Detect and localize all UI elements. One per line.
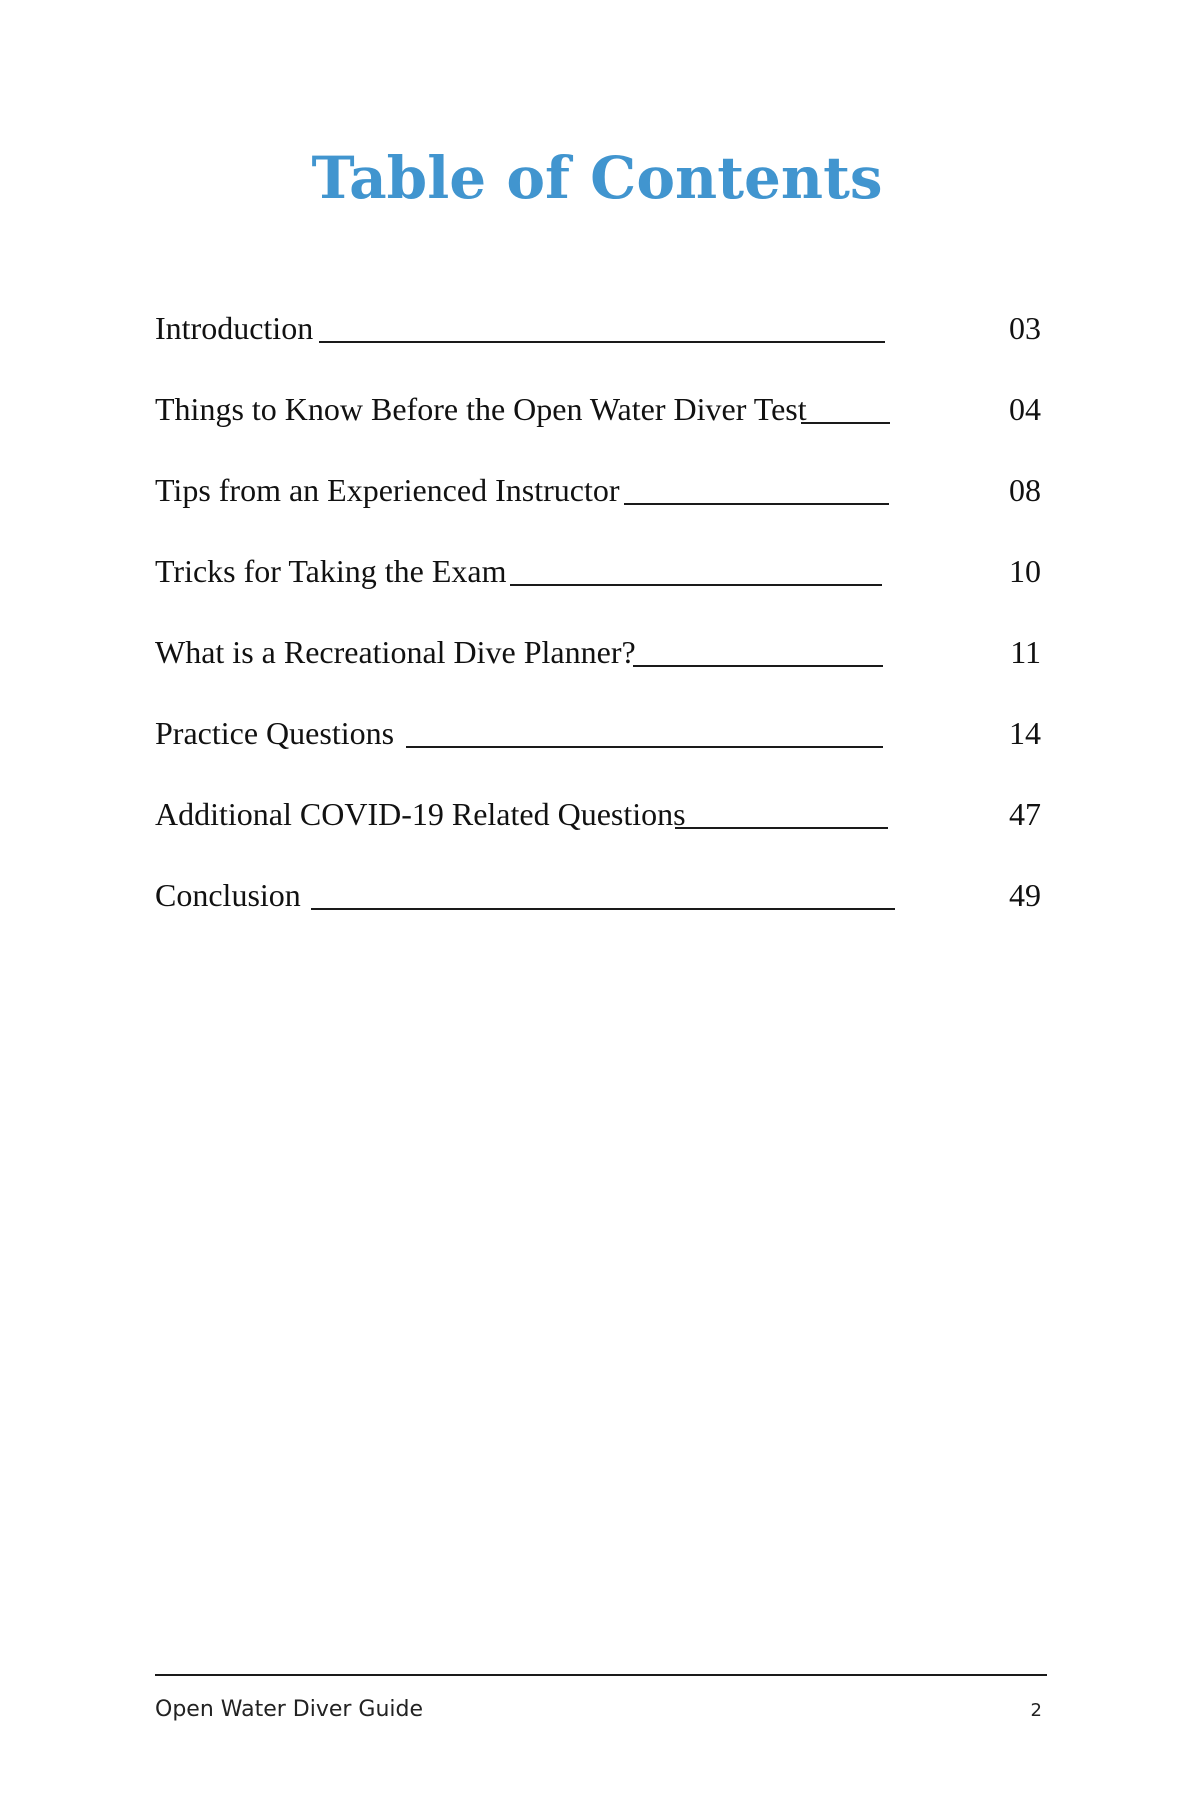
toc-entry-page: 14: [1009, 715, 1041, 751]
toc-entry-page: 03: [1009, 310, 1041, 346]
toc-leader-line: [801, 422, 890, 424]
toc-entry-label: Tricks for Taking the Exam: [155, 553, 507, 589]
toc-leader-line: [510, 584, 882, 586]
toc-leader-line: [311, 908, 895, 910]
toc-entry-page: 08: [1009, 472, 1041, 508]
toc-entry-label: What is a Recreational Dive Planner?: [155, 634, 636, 670]
toc-entry-label: Things to Know Before the Open Water Diver Test: [155, 391, 807, 427]
toc-entry-page: 10: [1009, 553, 1041, 589]
toc-leader-line: [624, 503, 889, 505]
footer-document-title: Open Water Diver Guide: [155, 1697, 424, 1722]
table-of-contents: [155, 300, 1041, 948]
toc-entry-covid-questions[interactable]: [155, 786, 1041, 867]
toc-entry-page: 47: [1009, 796, 1041, 832]
toc-entry-tricks-exam[interactable]: [155, 543, 1041, 624]
toc-entry-conclusion[interactable]: [155, 867, 1041, 948]
toc-leader-line: [675, 827, 888, 829]
toc-entry-dive-planner[interactable]: [155, 624, 1041, 705]
toc-leader-line: [406, 746, 883, 748]
toc-entry-label: Tips from an Experienced Instructor: [155, 472, 620, 508]
toc-entry-things-to-know[interactable]: [155, 381, 1041, 462]
toc-entry-practice-questions[interactable]: [155, 705, 1041, 786]
toc-entry-label: Additional COVID-19 Related Questions: [155, 796, 686, 832]
toc-entry-page: 49: [1009, 877, 1041, 913]
toc-entry-introduction[interactable]: [155, 300, 1041, 381]
page-title: Table of Contents: [311, 144, 883, 212]
footer-divider: [155, 1674, 1047, 1676]
toc-leader-line: [633, 665, 883, 667]
toc-entry-page: 04: [1009, 391, 1041, 427]
toc-entry-label: Practice Questions: [155, 715, 395, 751]
toc-entry-label: Conclusion: [155, 877, 301, 913]
toc-leader-line: [319, 341, 885, 343]
toc-entry-label: Introduction: [155, 310, 314, 346]
toc-entry-tips-instructor[interactable]: [155, 462, 1041, 543]
footer-page-number: 2: [1030, 1700, 1042, 1721]
toc-entry-page: 11: [1010, 634, 1041, 670]
